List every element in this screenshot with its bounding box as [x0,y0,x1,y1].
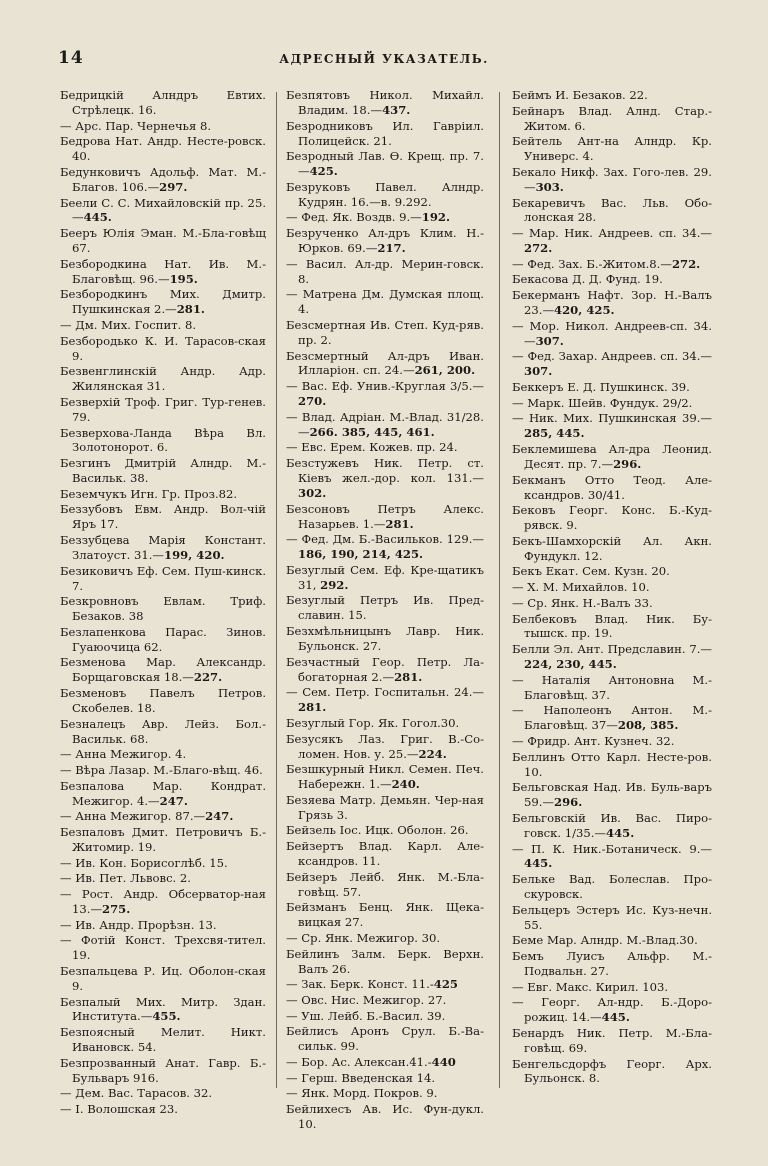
entry-text: Безверхій Троф. Григ. Тур-генев. 79. [60,394,266,424]
directory-entry [286,793,484,823]
directory-entry [60,1086,266,1101]
entry-text: Безкровновъ Евлам. Триф. Безаков. 38 [60,594,266,624]
directory-entry [286,624,484,654]
entry-phone-number: 192. [421,210,451,225]
directory-entry [286,977,484,992]
directory-entry [512,596,712,611]
entry-text: Белли Эл. Ант. Предславин. 7.— [512,642,712,657]
entry-text: — Фед. Як. Воздв. 9.— [286,210,422,225]
entry-text: Безруковъ Павел. Алндр. Кудрян. 16.—в. 9.292. [286,179,484,209]
entry-phone-number: 247. [205,809,234,824]
directory-entry [60,196,266,226]
directory-entry [512,564,712,579]
entry-phone-number: 296. [554,795,583,810]
entry-phone-number: 296. [613,456,642,471]
entry-text: Бейнаръ Влад. Алнд. Стар.-Житом. 6. [512,103,712,133]
entry-text: Безбородько К. И. Тарасов-ская 9. [60,333,266,363]
entry-phone-number: 307. [524,364,553,379]
entry-phone-number: 266. 385, 445, 461. [309,424,435,439]
entry-text: Бедрова Нат. Андр. Несте-ровск. 40. [60,134,266,164]
entry-text: Бекасова Д. Д. Фунд. 19. [512,272,663,287]
entry-text: — Фед. Зах. Б.-Житом.8.— [512,256,672,271]
directory-entry [286,440,484,455]
directory-entry [60,564,266,594]
directory-entry [286,532,484,562]
directory-entry [60,364,266,394]
directory-entry [286,1024,484,1054]
directory-entry [60,871,266,886]
entry-text: Бейзертъ Влад. Карл. Але-ксандров. 11. [286,839,484,869]
directory-entry [512,165,712,195]
entry-text: Беме Мар. Алндр. М.-Влад.30. [512,933,698,948]
entry-text: Бекало Никф. Зах. Гого-лев. 29.— [512,164,712,194]
entry-text: Бековъ Георг. Конс. Б.-Куд-рявск. 9. [512,503,712,533]
directory-entry [60,334,266,364]
entry-phone-number: 420, 425. [554,303,615,318]
directory-entry [512,1026,712,1056]
directory-entry [286,257,484,287]
entry-text: Безуглый Петръ Ив. Пред-славин. 15. [286,593,484,623]
entry-text: Безсмертная Ив. Степ. Куд-ряв. пр. 2. [286,317,484,347]
directory-entry [512,411,712,441]
column-divider [499,92,500,1088]
entry-text: — Ив. Кон. Борисоглѣб. 15. [60,855,228,870]
entry-text: Безчастный Геор. Петр. Ла-богаторная 2.— [286,654,484,684]
directory-entry [512,995,712,1025]
entry-text: Бемъ Луисъ Альфр. М.-Подвальн. 27. [512,949,712,978]
entry-text: Безменовъ Павелъ Петров. Скобелев. 18. [60,686,266,715]
entry-text: Безсоновъ Петръ Алекс. Назарьев. 1.— [286,501,484,531]
directory-entry [60,226,266,256]
directory-entry [60,1056,266,1086]
entry-text: Беземчукъ Игн. Гр. Проз.82. [60,486,238,501]
directory-entry [512,534,712,564]
entry-text: — Наполеонъ Антон. М.-Благовѣщ. 37— [512,703,712,733]
entry-text: — Матрена Дм. Думская площ. 4. [286,287,484,317]
directory-entry [286,1055,484,1070]
entry-phone-number: 247. [159,793,188,808]
directory-entry [286,287,484,317]
directory-entry [512,734,712,749]
directory-entry [512,580,712,595]
entry-text: Беккеръ Е. Д. Пушкинск. 39. [512,379,690,394]
page-number: 14 [58,48,84,68]
directory-entry [286,180,484,210]
directory-entry [512,980,712,995]
entry-phone-number: 272. [671,256,701,271]
entry-text: — Ср. Янк. Н.-Валъ 33. [512,595,653,610]
directory-entry [286,900,484,930]
entry-phone-number: 208, 385. [617,718,679,733]
entry-text: — Бор. Ас. Алексан.41.- [286,1054,432,1069]
entry-text: — Уш. Лейб. Б.-Васил. 39. [286,1008,446,1023]
entry-phone-number: 292. [320,577,349,592]
entry-text: — Фед. Захар. Андреев. сп. 34.— [512,349,712,364]
entry-phone-number: 275. [102,901,131,916]
entry-text: — Рост. Андр. Обсерватор-ная 13.— [60,887,266,916]
entry-text: Беймъ И. Безаков. 22. [512,88,648,102]
directory-entry [286,318,484,348]
entry-text: Безпальцева Р. Иц. Оболон-ская 9. [60,963,266,993]
entry-text: Безменова Мар. Александр. Борщаговская 18.— [60,655,266,685]
directory-entry [60,655,266,685]
directory-entry [286,1102,484,1132]
entry-text: Безпоясный Мелит. Никт. Ивановск. 54. [60,1025,266,1055]
entry-phone-number: 270. [298,394,327,409]
directory-entry [60,918,266,933]
column-left [60,88,266,1117]
entry-phone-number: 281. [394,669,423,684]
directory-entry [286,379,484,409]
entry-text: Безшкурный Никл. Семен. Печ. Набережн. 1.— [286,762,484,792]
entry-text: Беззубовъ Евм. Андр. Вол-чій Яръ 17. [60,502,266,532]
entry-text: — Фридр. Ант. Кузнеч. 32. [512,733,675,748]
directory-entry [60,933,266,963]
directory-entry [60,763,266,778]
entry-phone-number: 440 [431,1054,456,1069]
entry-phone-number: 425 [433,977,458,992]
directory-entry [512,503,712,533]
directory-entry [286,410,484,440]
entry-phone-number: 307. [535,333,564,348]
directory-entry [286,732,484,762]
directory-entry [512,903,712,933]
directory-entry [60,1025,266,1055]
directory-entry [60,747,266,762]
directory-entry [286,563,484,593]
column-middle [286,88,484,1131]
directory-entry [60,717,266,747]
entry-text: Безуглый Гор. Як. Гогол.30. [286,715,460,730]
directory-entry [60,533,266,563]
directory-entry [286,210,484,225]
directory-entry [286,685,484,715]
entry-text: Безпалый Мих. Митр. Здан. Института.— [60,994,266,1024]
entry-phone-number: 240. [391,777,420,792]
directory-entry [512,442,712,472]
directory-entry [60,856,266,871]
directory-entry [512,257,712,272]
entry-phone-number: 195. [169,271,198,286]
directory-entry [60,809,266,824]
directory-entry [60,686,266,716]
directory-entry [512,104,712,134]
entry-phone-number: 445. [606,825,635,840]
entry-text: — Арс. Пар. Чернечья 8. [60,118,212,133]
entry-text: — Дем. Вас. Тарасов. 32. [60,1086,213,1101]
directory-entry [60,395,266,425]
entry-text: Безналецъ Авр. Лейз. Бол.-Васильк. 68. [60,716,266,746]
entry-text: Беклемишева Ал-дра Леонид. Десят. пр. 7.— [512,442,712,471]
entry-text: — Ср. Янк. Межигор. 30. [286,930,441,945]
directory-entry [60,456,266,486]
entry-text: — Влад. Адріан. М.-Влад. 31/28.— [286,409,484,439]
directory-entry [512,933,712,948]
entry-text: — Х. М. Михайлов. 10. [512,580,650,595]
entry-text: — Евс. Ерем. Кожев. пр. 24. [286,440,458,455]
entry-text: Безбородкинъ Мих. Дмитр. Пушкинская 2.— [60,287,266,317]
directory-entry [60,779,266,809]
directory-entry [60,318,266,333]
entry-text: Бельговскій Ив. Вас. Пиро-говск. 1/35.— [512,810,712,840]
entry-text: Беззубцева Марія Констант. Златоуст. 31.— [60,533,266,562]
directory-entry [286,1086,484,1101]
directory-entry [60,287,266,317]
entry-text: — Дм. Мих. Госпит. 8. [60,317,197,332]
running-title: АДРЕСНЫЙ УКАЗАТЕЛЬ. [279,52,489,66]
directory-entry [60,165,266,195]
entry-text: — Зак. Берк. Конст. 11.- [286,977,434,992]
directory-entry [286,226,484,256]
entry-phone-number: 297. [159,179,188,194]
entry-phone-number: 285, 445. [524,426,585,441]
entry-text: Безусякъ Лаз. Григ. В.-Со-ломен. Нов. у. 25.— [286,731,484,761]
directory-entry [512,319,712,349]
directory-entry [512,226,712,256]
entry-text: Бекманъ Отто Теод. Але-ксандров. 30/41. [512,472,712,502]
entry-text: Бедрицкій Алндръ Евтих. Стрѣлецк. 16. [60,88,266,117]
entry-text: Безсмертный Ал-дръ Иван. Илларіон. сп. 24.— [286,348,484,378]
entry-text: Безпрозванный Анат. Гавр. Б.-Бульваръ 916. [60,1055,266,1085]
entry-text: Бекъ Екат. Сем. Кузн. 20. [512,564,670,579]
directory-entry [512,673,712,703]
entry-text: Безиковичъ Еф. Сем. Пуш-кинск. 7. [60,563,266,593]
entry-phone-number: 281. [176,302,205,317]
entry-text: Безгинъ Дмитрій Алндр. М.-Васильк. 38. [60,456,266,486]
column-right [512,88,712,1103]
entry-phone-number: 272. [524,241,553,256]
entry-text: Бельцеръ Эстеръ Ис. Куз-нечн. 55. [512,902,712,932]
entry-text: Бейзель Іос. Ицк. Оболон. 26. [286,823,469,838]
directory-entry [60,426,266,456]
entry-text: Бееръ Юлія Эман. М.-Бла-говѣщ 67. [60,226,266,256]
directory-entry [60,257,266,287]
entry-phone-number: 217. [377,241,406,256]
entry-text: — Вас. Еф. Унив.-Круглая 3/5.— [286,379,484,394]
directory-entry [512,780,712,810]
entry-text: Безпалова Мар. Кондрат. Межигор. 4.— [60,778,266,808]
entry-text: Бейтель Ант-на Алндр. Кр. Универс. 4. [512,134,712,164]
entry-phone-number: 303. [535,179,564,194]
entry-phone-number: 224, 230, 445. [524,657,617,672]
directory-entry [512,811,712,841]
entry-phone-number: 445. [601,1010,630,1025]
entry-text: — Ив. Пет. Львовс. 2. [60,871,191,886]
entry-text: Безверхова-Ланда Вѣра Вл. Золотонорот. 6. [60,425,266,455]
entry-text: Бекаревичъ Вас. Льв. Обо-лонская 28. [512,195,712,225]
entry-text: Бедунковичъ Адольф. Мат. М.-Благов. 106.— [60,164,266,194]
entry-text: — Фед. Дм. Б.-Васильков. 129.— [286,532,484,547]
entry-phone-number: 281. [385,516,414,531]
directory-entry [512,396,712,411]
directory-entry [286,502,484,532]
directory-entry [286,762,484,792]
entry-text: Бенардъ Ник. Петр. М.-Бла-говѣщ. 69. [512,1025,712,1055]
entry-text: — Вѣра Лазар. М.-Благо-вѣщ. 46. [60,763,263,777]
entry-text: Безродный Лав. Ѳ. Крещ. пр. 7.— [286,149,484,179]
directory-entry [60,134,266,164]
directory-entry [286,349,484,379]
entry-text: — П. К. Ник.-Ботаническ. 9.— [512,841,712,856]
entry-phone-number: 455. [152,1009,181,1024]
entry-text: — Ник. Мих. Пушкинская 39.— [512,411,712,426]
entry-text: — Мар. Ник. Андреев. сп. 34.— [512,226,712,241]
directory-entry [512,88,712,103]
entry-phone-number: 437. [382,102,411,117]
entry-text: Безродниковъ Ил. Гаврiил. Полицейск. 21. [286,118,484,148]
directory-entry [512,134,712,164]
directory-entry [286,931,484,946]
directory-entry [286,716,484,731]
entry-text: Бельговская Над. Ив. Буль-варъ 59.— [512,780,712,810]
entry-text: — Овс. Нис. Межигор. 27. [286,992,447,1007]
directory-entry [512,1057,712,1087]
entry-text: Бейлинъ Залм. Берк. Верхн. Валъ 26. [286,946,484,976]
entry-text: Безвенглинскій Андр. Адр. Жилянская 31. [60,364,266,394]
entry-phone-number: 281. [298,700,327,715]
directory-entry [286,456,484,501]
directory-entry [60,887,266,917]
entry-text: Безхмѣльницынъ Лавр. Ник. Бульонск. 27. [286,624,484,653]
directory-entry [286,947,484,977]
entry-text: Бекерманъ Нафт. Зор. Н.-Валъ 23.— [512,288,712,318]
entry-text: — I. Волошская 23. [60,1102,178,1117]
column-divider [276,92,277,1088]
entry-text: Бельке Вад. Болеслав. Про-скуровск. [512,872,712,902]
directory-entry [286,870,484,900]
entry-phone-number: 199, 420. [164,547,225,562]
directory-entry [60,995,266,1025]
entry-text: Беллинъ Отто Карл. Несте-ров. 10. [512,749,712,779]
entry-text: Безпятовъ Никол. Михайл. Владим. 18.— [286,88,484,117]
entry-text: — Наталія Антоновна М.-Благовѣщ. 37. [512,672,712,702]
directory-entry [512,750,712,780]
directory-entry [512,703,712,733]
entry-text: Безрученко Ал-дръ Клим. Н.-Юрков. 69.— [286,226,484,256]
directory-entry [286,593,484,623]
directory-entry [512,196,712,226]
directory-entry [286,1071,484,1086]
directory-entry [286,1009,484,1024]
entry-text: Бейзеръ Лейб. Янк. М.-Бла-говѣщ. 57. [286,869,484,899]
entry-text: — Фотій Конст. Трехсвя-тител. 19. [60,933,266,963]
directory-entry [512,612,712,642]
entry-text: Бекъ-Шамхорскій Ал. Акн. Фундукл. 12. [512,533,712,563]
directory-entry [512,288,712,318]
directory-entry [60,1102,266,1117]
entry-text: Безбородкина Нат. Ив. М.-Благовѣщ. 96.— [60,256,266,286]
entry-text: Безяева Матр. Демьян. Чер-ная Грязь 3. [286,792,484,822]
directory-entry [60,964,266,994]
entry-text: — Янк. Морд. Покров. 9. [286,1086,438,1101]
entry-phone-number: 224. [418,746,447,761]
entry-text: Безпаловъ Дмит. Петровичъ Б.-Житомир. 19. [60,825,266,854]
entry-text: Белбековъ Влад. Ник. Бу-тышск. пр. 19. [512,611,712,641]
entry-text: — Георг. Ал-ндр. Б.-Доро-рожиц. 14.— [512,995,712,1025]
directory-entry [60,88,266,118]
entry-text: — Марк. Шейв. Фундук. 29/2. [512,395,693,410]
entry-text: Беели С. С. Михайловскій пр. 25.— [60,195,266,225]
entry-text: Бейлисъ Аронъ Срул. Б.-Ва-сильк. 99. [286,1024,484,1054]
directory-entry [512,642,712,672]
entry-phone-number: 445. [524,856,553,871]
entry-text: — Анна Межигор. 87.— [60,809,206,824]
entry-phone-number: 425. [309,164,338,179]
directory-entry [512,380,712,395]
entry-text: Безуглый Сем. Еф. Кре-щатикъ 31, [286,562,484,592]
directory-entry [286,993,484,1008]
entry-text: Безлапенкова Парас. Зинов. Гуаюочица 62. [60,624,266,654]
entry-phone-number: 186, 190, 214, 425. [298,547,424,562]
directory-entry [60,825,266,855]
entry-text: — Васил. Ал-др. Мерин-говск. 8. [286,256,484,286]
entry-text: — Сем. Петр. Госпитальн. 24.— [286,685,484,700]
entry-phone-number: 302. [298,485,327,500]
directory-entry [60,594,266,624]
directory-entry [286,119,484,149]
entry-phone-number: 445. [83,210,112,225]
directory-entry [286,655,484,685]
entry-text: Бейлихесъ Ав. Ис. Фун-дукл. 10. [286,1102,484,1131]
entry-text: Бейзманъ Бенц. Янк. Щека-вицкая 27. [286,900,484,930]
directory-entry [286,88,484,118]
directory-entry [512,872,712,902]
directory-entry [60,502,266,532]
entry-text: — Анна Межигор. 4. [60,747,187,762]
directory-entry [286,149,484,179]
directory-entry [512,349,712,379]
directory-entry [60,487,266,502]
directory-entry [512,473,712,503]
directory-entry [512,949,712,979]
directory-entry [512,842,712,872]
entry-text: — Мор. Никол. Андреев-сп. 34.— [512,318,712,348]
entry-text: — Ив. Андр. Прорѣзн. 13. [60,917,217,932]
directory-entry [60,119,266,134]
entry-text: — Евг. Макс. Кирил. 103. [512,979,669,994]
entry-phone-number: 261, 200. [414,363,476,378]
directory-entry [286,839,484,869]
directory-entry [512,272,712,287]
entry-text: Бенгельсдорфъ Георг. Арх. Бульонск. 8. [512,1056,712,1086]
entry-text: Безстужевъ Ник. Петр. ст. Кіевъ жел.-дор. кол. 131.— [286,456,484,486]
directory-entry [286,823,484,838]
directory-entry [60,625,266,655]
entry-text: — Герш. Введенская 14. [286,1070,436,1085]
entry-phone-number: 227. [193,670,223,685]
